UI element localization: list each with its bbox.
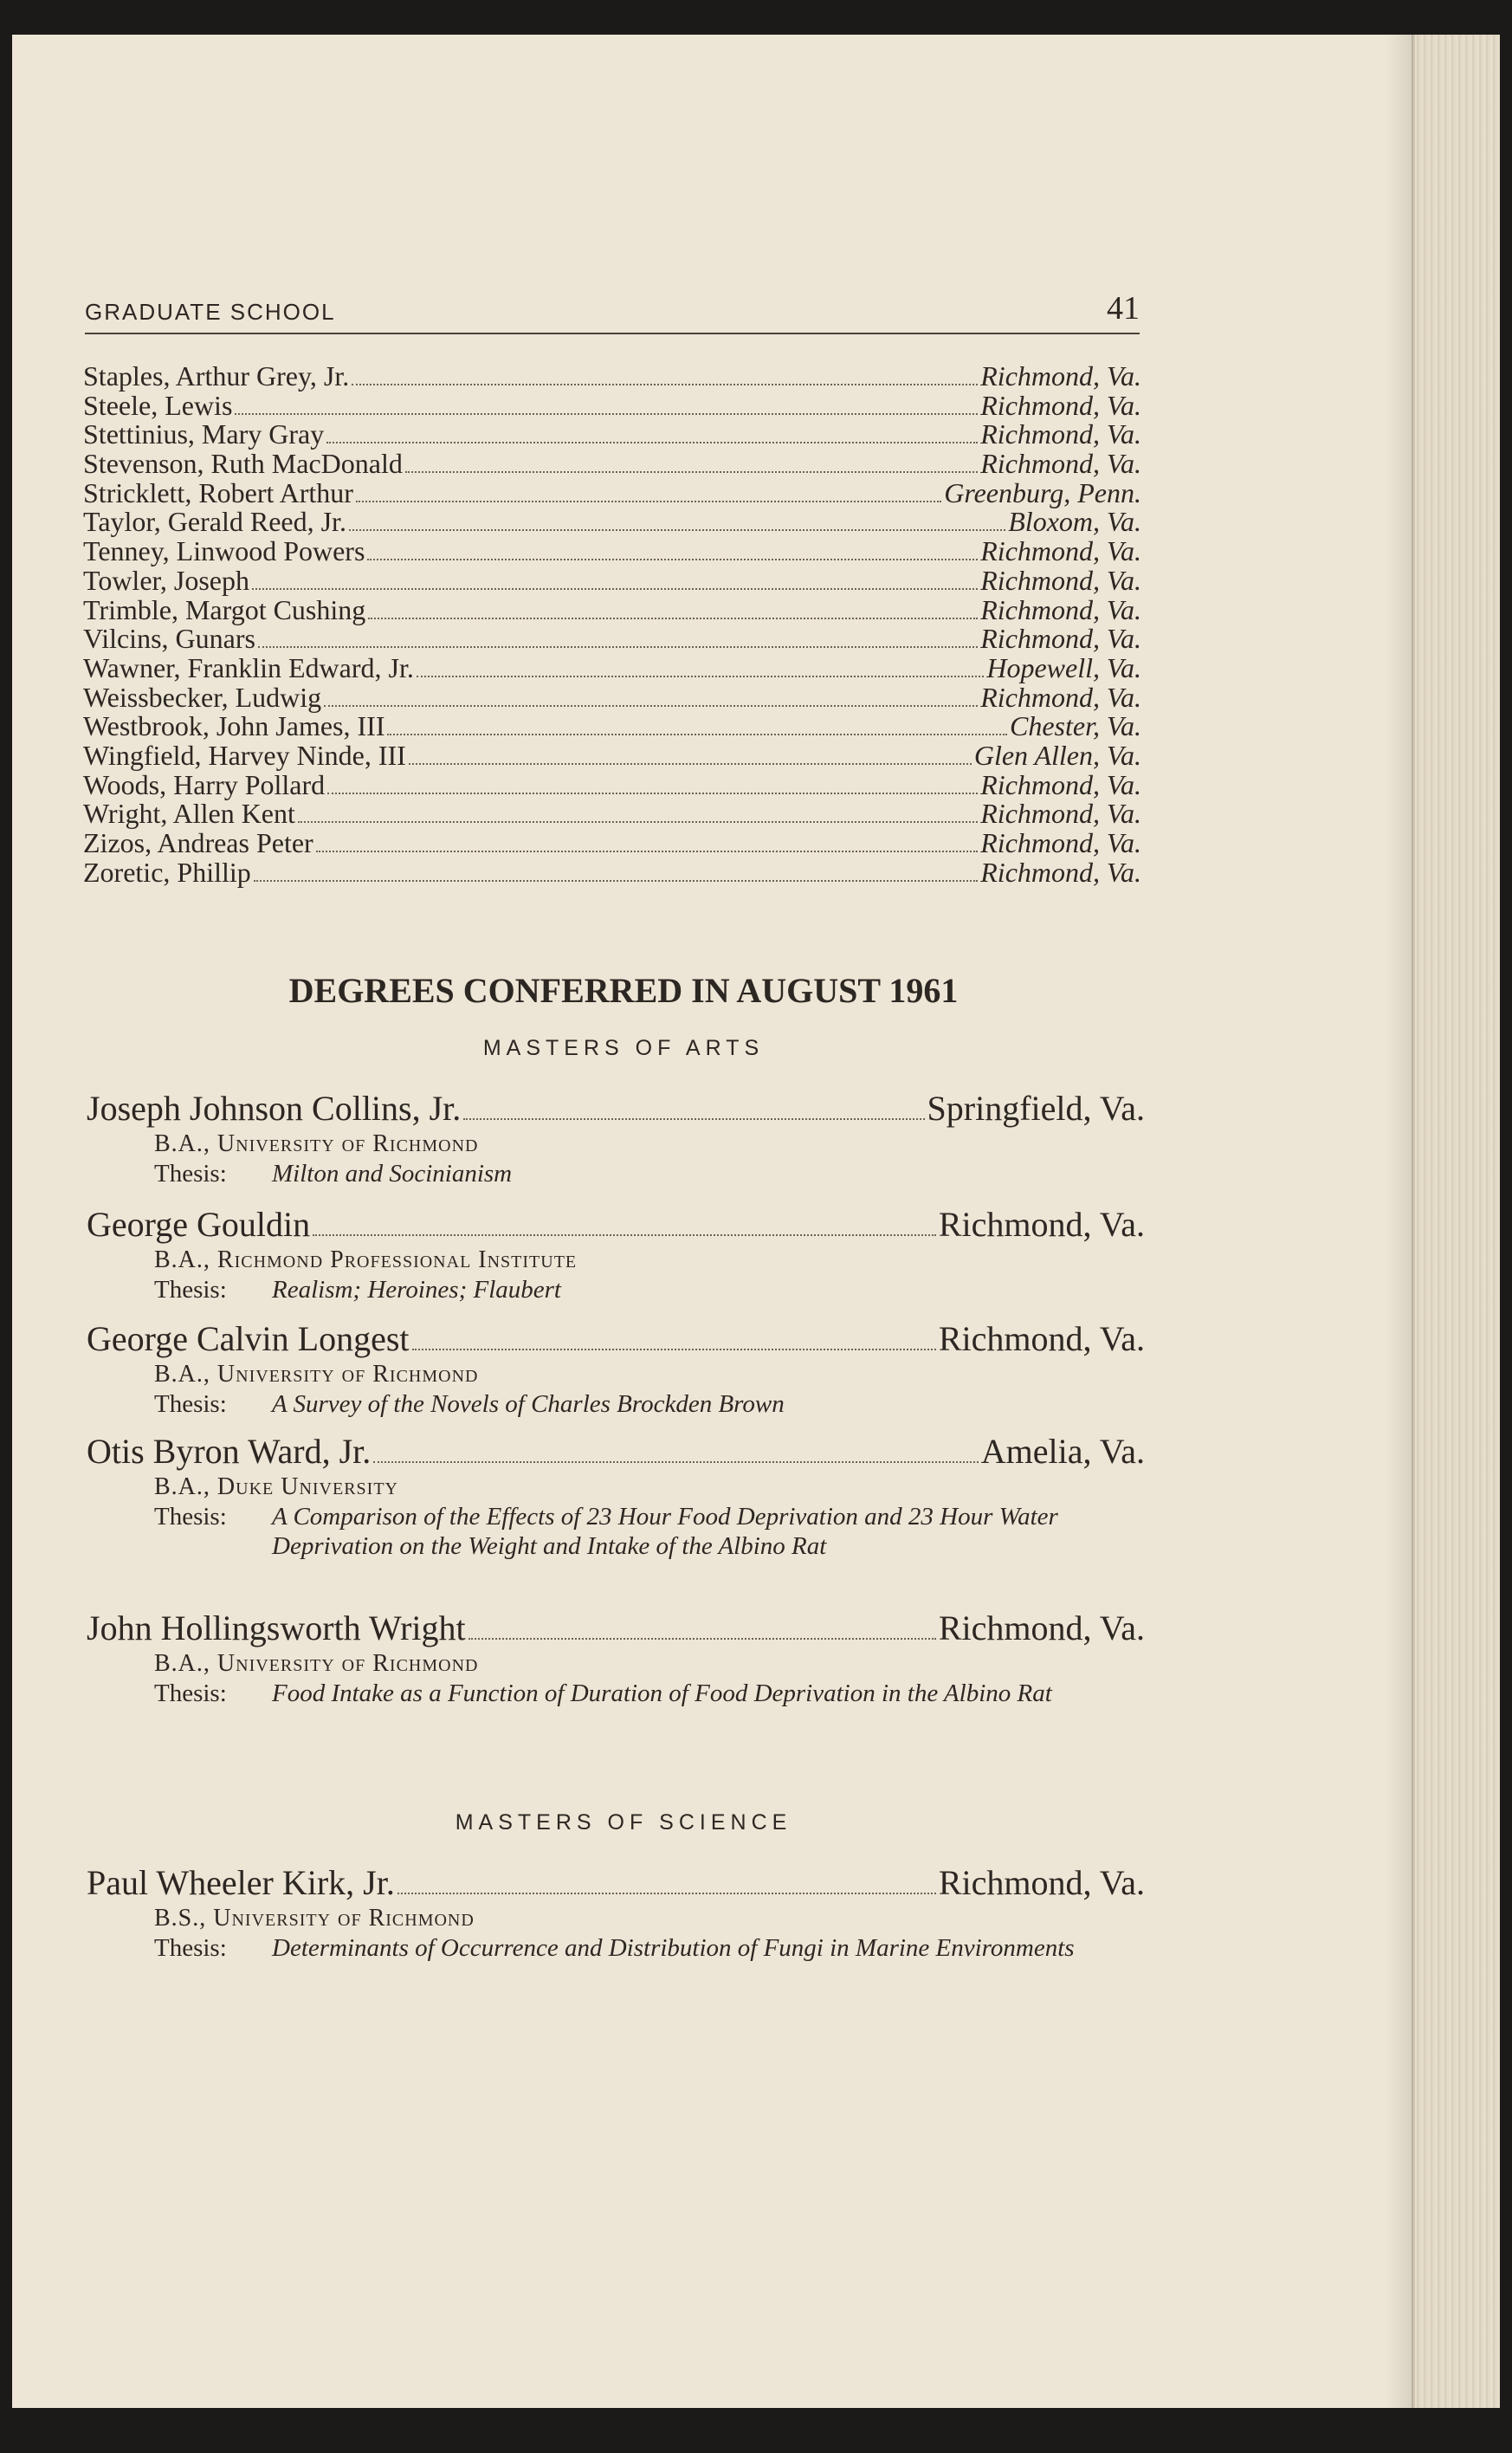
- thesis-label: Thesis:: [154, 1160, 227, 1188]
- degree-entry: [87, 1608, 1145, 1708]
- thesis-line: [154, 1933, 1145, 1963]
- student-location: Richmond, Va.: [980, 564, 1141, 596]
- student-name: Staples, Arthur Grey, Jr.: [83, 360, 350, 392]
- degree-prefix: B.A.,: [154, 1130, 210, 1157]
- section-title: GRADUATE SCHOOL: [85, 299, 336, 325]
- roster-row: [83, 508, 1141, 537]
- page-edges: [1412, 35, 1500, 2408]
- student-location: Richmond, Va.: [980, 827, 1141, 858]
- roster-row: [83, 651, 1141, 683]
- dot-leader: [316, 844, 979, 852]
- thesis-title: Milton and Socinianism: [272, 1160, 513, 1188]
- student-location: Richmond, Va.: [980, 389, 1141, 421]
- student-location: Greenburg, Penn.: [944, 476, 1141, 508]
- dot-leader: [409, 756, 972, 765]
- graduate-name: George Gouldin: [87, 1205, 311, 1244]
- student-location: Richmond, Va.: [980, 360, 1141, 392]
- student-name: Stevenson, Ruth MacDonald: [83, 448, 403, 480]
- graduate-name: Paul Wheeler Kirk, Jr.: [87, 1863, 395, 1902]
- degree-entry: [87, 1318, 1145, 1419]
- thesis-title: Determinants of Occurrence and Distribution of Fungi in Marine Environments: [272, 1934, 1075, 1962]
- student-name: Weissbecker, Ludwig: [83, 681, 322, 713]
- graduate-name: John Hollingsworth Wright: [87, 1608, 466, 1647]
- dot-leader: [349, 522, 1005, 531]
- thesis-line: [154, 1159, 1145, 1188]
- graduate-location: Richmond, Va.: [938, 1608, 1145, 1647]
- dot-leader: [397, 1884, 936, 1894]
- dot-leader: [352, 377, 978, 385]
- student-name: Wright, Allen Kent: [83, 798, 295, 830]
- roster-row: [83, 389, 1141, 421]
- roster-row: [83, 566, 1141, 596]
- degree-school: Richmond Professional Institute: [216, 1246, 578, 1273]
- student-location: Chester, Va.: [1010, 710, 1141, 742]
- dot-leader: [417, 669, 985, 677]
- degree-entry: [87, 1088, 1145, 1188]
- student-name: Trimble, Margot Cushing: [83, 593, 366, 625]
- degree-school: University of Richmond: [216, 1361, 479, 1388]
- dot-leader: [298, 814, 978, 823]
- graduate-name: Joseph Johnson Collins, Jr.: [87, 1089, 462, 1128]
- student-location: Hopewell, Va.: [986, 651, 1141, 683]
- degree-prefix: B.S.,: [154, 1905, 207, 1932]
- thesis-line: [154, 1679, 1145, 1708]
- roster-row: [83, 537, 1141, 566]
- degree-entry: [87, 1431, 1145, 1561]
- roster-row: [83, 741, 1141, 771]
- roster-row: [83, 712, 1141, 741]
- student-location: Bloxom, Va.: [1008, 506, 1141, 538]
- student-name: Woods, Harry Pollard: [83, 768, 326, 800]
- roster-row: [83, 362, 1141, 392]
- prior-degree: [154, 1649, 1145, 1679]
- thesis-line: [154, 1389, 1145, 1419]
- roster-row: [83, 799, 1141, 829]
- thesis-label: Thesis:: [154, 1680, 227, 1707]
- dot-leader: [468, 1629, 936, 1640]
- degree-entry: [87, 1862, 1145, 1963]
- dot-leader: [313, 1226, 936, 1236]
- roster-row: [83, 768, 1141, 800]
- roster-row: [83, 625, 1141, 654]
- dot-leader: [356, 494, 941, 502]
- prior-degree: [154, 1904, 1145, 1933]
- student-location: Richmond, Va.: [980, 418, 1141, 450]
- dot-leader: [258, 639, 978, 648]
- dot-leader: [368, 611, 978, 619]
- dot-leader: [324, 698, 978, 707]
- dot-leader: [254, 873, 979, 882]
- student-location: Richmond, Va.: [980, 593, 1141, 625]
- student-location: Richmond, Va.: [980, 448, 1141, 480]
- prior-degree: [154, 1246, 1145, 1275]
- degrees-conferred-title: DEGREES CONFERRED IN AUGUST 1961: [288, 971, 959, 1010]
- student-location: Richmond, Va.: [980, 535, 1141, 567]
- degree-school: Duke University: [216, 1473, 398, 1500]
- degree-school: University of Richmond: [213, 1905, 475, 1932]
- thesis-line: [154, 1502, 1145, 1561]
- graduate-name: Otis Byron Ward, Jr.: [87, 1432, 372, 1471]
- degree-prefix: B.A.,: [154, 1650, 210, 1677]
- graduate-name: George Calvin Longest: [87, 1319, 410, 1358]
- dot-leader: [327, 786, 978, 794]
- graduate-location: Richmond, Va.: [938, 1319, 1145, 1358]
- student-name: Vilcins, Gunars: [83, 623, 255, 655]
- dot-leader: [373, 1453, 979, 1463]
- running-header: [85, 289, 1140, 334]
- graduate-location: Richmond, Va.: [938, 1205, 1145, 1244]
- masters-of-science-heading: MASTERS OF SCIENCE: [455, 1810, 792, 1835]
- student-location: Richmond, Va.: [980, 623, 1141, 655]
- roster-row: [83, 858, 1141, 888]
- student-name: Stricklett, Robert Arthur: [83, 476, 353, 508]
- student-location: Richmond, Va.: [980, 856, 1141, 888]
- thesis-label: Thesis:: [154, 1276, 227, 1304]
- thesis-line: [154, 1275, 1145, 1304]
- thesis-label: Thesis:: [154, 1503, 227, 1531]
- prior-degree: [154, 1360, 1145, 1389]
- thesis-label: Thesis:: [154, 1390, 227, 1418]
- dot-leader: [367, 552, 978, 560]
- thesis-title: Food Intake as a Function of Duration of Food Deprivation in the Albino Rat: [272, 1680, 1052, 1707]
- degree-prefix: B.A.,: [154, 1246, 210, 1273]
- graduate-location: Richmond, Va.: [938, 1863, 1145, 1902]
- student-name: Tenney, Linwood Powers: [83, 535, 365, 567]
- student-location: Glen Allen, Va.: [973, 739, 1141, 771]
- roster-row: [83, 450, 1141, 479]
- student-name: Wingfield, Harvey Ninde, III: [83, 739, 406, 771]
- student-location: Richmond, Va.: [980, 681, 1141, 713]
- dot-leader: [326, 435, 978, 443]
- roster-row: [83, 593, 1141, 625]
- dot-leader: [405, 464, 978, 473]
- degree-school: University of Richmond: [216, 1650, 479, 1677]
- roster-row: [83, 683, 1141, 713]
- degree-prefix: B.A.,: [154, 1473, 210, 1500]
- graduate-location: Amelia, Va.: [980, 1432, 1145, 1471]
- thesis-label: Thesis:: [154, 1934, 227, 1962]
- degree-prefix: B.A.,: [154, 1361, 210, 1388]
- prior-degree: [154, 1472, 1145, 1502]
- thesis-title: Realism; Heroines; Flaubert: [272, 1276, 561, 1304]
- student-name: Taylor, Gerald Reed, Jr.: [83, 506, 346, 538]
- degree-school: University of Richmond: [216, 1130, 479, 1157]
- student-name: Steele, Lewis: [83, 389, 233, 421]
- student-location: Richmond, Va.: [980, 798, 1141, 830]
- prior-degree: [154, 1129, 1145, 1159]
- dot-leader: [235, 406, 978, 415]
- thesis-title: A Comparison of the Effects of 23 Hour Food Deprivation and 23 Hour Water Deprivation on the Weight and Intake of the Albino Rat: [272, 1503, 1058, 1560]
- student-name: Stettinius, Mary Gray: [83, 418, 325, 450]
- student-roster: [83, 362, 1141, 887]
- dot-leader: [387, 727, 1007, 735]
- gutter-shadow: [1386, 35, 1415, 2408]
- dot-leader: [252, 581, 978, 590]
- student-name: Zizos, Andreas Peter: [83, 827, 313, 858]
- graduate-location: Springfield, Va.: [927, 1089, 1145, 1128]
- page-number: 41: [1107, 290, 1140, 327]
- dot-leader: [463, 1110, 924, 1120]
- student-name: Zoretic, Phillip: [83, 856, 251, 888]
- student-name: Wawner, Franklin Edward, Jr.: [83, 651, 414, 683]
- thesis-title: A Survey of the Novels of Charles Brockden Brown: [272, 1390, 785, 1418]
- roster-row: [83, 476, 1141, 508]
- masters-of-arts-heading: MASTERS OF ARTS: [482, 1036, 765, 1060]
- student-name: Towler, Joseph: [83, 564, 249, 596]
- roster-row: [83, 829, 1141, 858]
- roster-row: [83, 420, 1141, 450]
- dot-leader: [412, 1340, 936, 1350]
- degree-entry: [87, 1204, 1145, 1304]
- student-name: Westbrook, John James, III: [83, 710, 385, 742]
- student-location: Richmond, Va.: [980, 768, 1141, 800]
